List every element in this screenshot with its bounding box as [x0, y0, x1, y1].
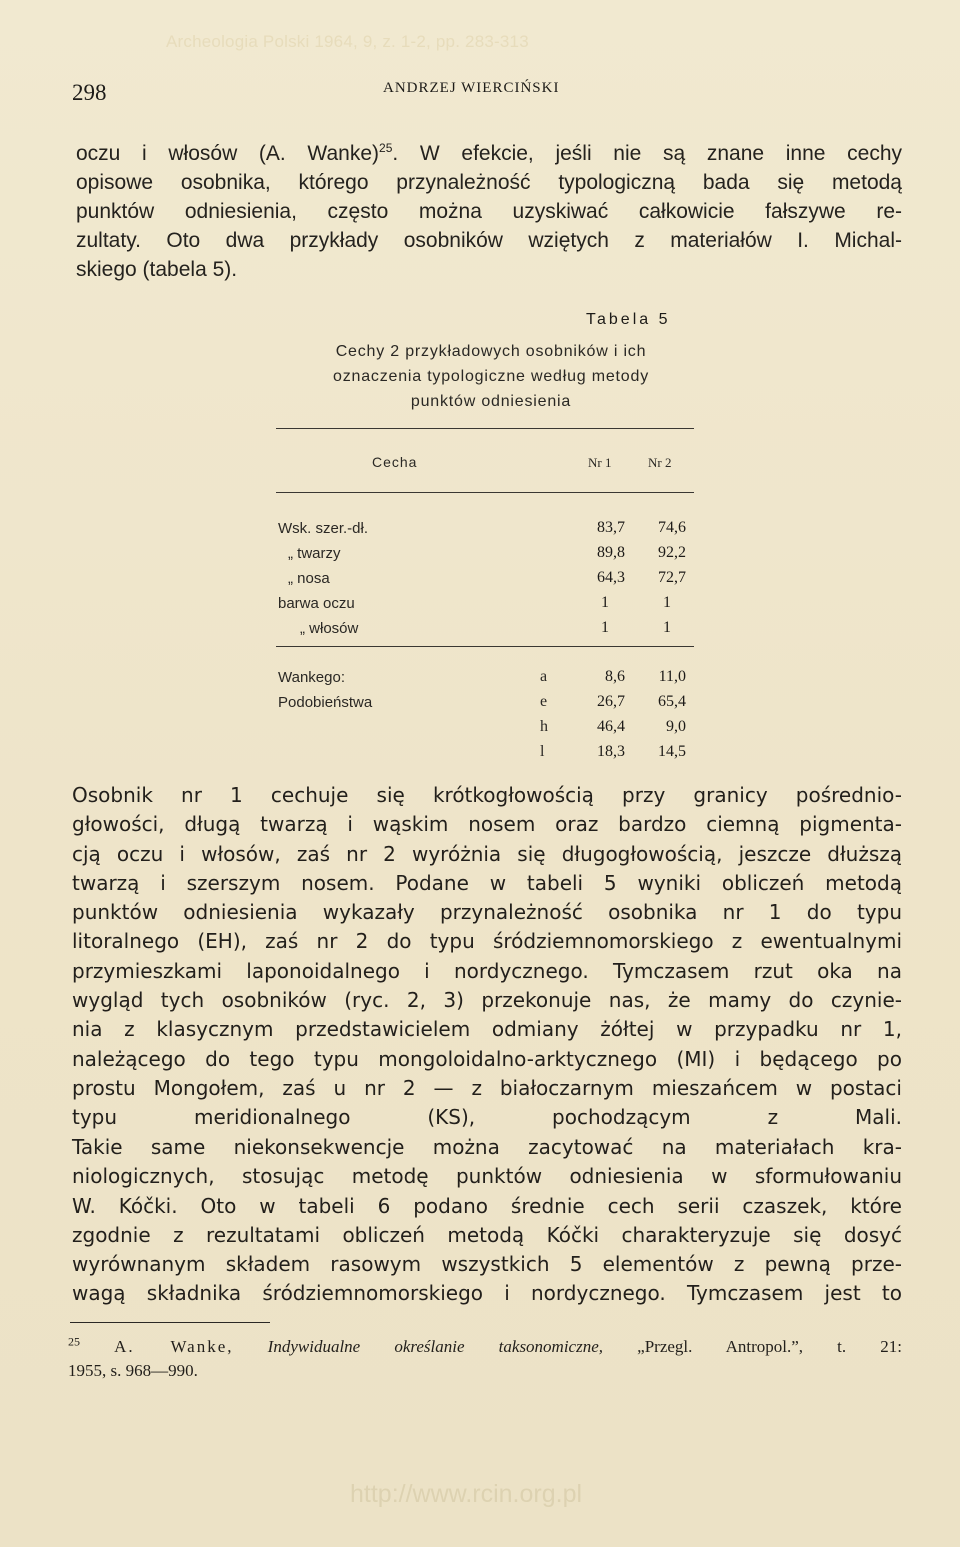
table-cell-nr2: 1 — [663, 619, 671, 636]
table-row-label: „ nosa — [288, 570, 330, 587]
footnote-author: A. Wanke, — [114, 1337, 234, 1356]
table-cell-nr1: 8,6 — [605, 668, 625, 685]
footnote-marker: 25 — [68, 1334, 80, 1349]
text-line: niologicznych, stosując metodę punktów odniesienia w sformułowaniu — [72, 1164, 902, 1189]
paragraph-takie-same — [72, 1133, 902, 1309]
table-row-label: „ twarzy — [288, 545, 341, 562]
table-cell-code: h — [540, 718, 548, 735]
text-line: typu meridionalnego (KS), pochodzącym z Mali. — [72, 1105, 902, 1130]
table-cell-nr1: 64,3 — [597, 569, 625, 586]
text-line: litoralnego (EH), zaś nr 2 do typu śródziemnomorskiego z ewentualnymi — [72, 929, 902, 954]
text-line: przymieszkami laponoidalnego i nordycznego. Tymczasem rzut oka na — [72, 958, 902, 983]
text-line: punktów odniesienia, często można uzyskiwać całkowicie fałszywe re- — [76, 200, 902, 223]
table-cell-nr2: 65,4 — [658, 693, 686, 710]
text-line: należącego do tego typu mongoloidalno-arktycznego (MI) i będącego po — [72, 1046, 902, 1071]
table-caption: Cechy 2 przykładowych osobników i ich oznaczenia typologiczne według metody punktów odniesienia — [333, 343, 649, 410]
column-header-nr1: Nr 1 — [588, 455, 612, 470]
paragraph-osobnik — [72, 781, 902, 1133]
table-cell-nr2: 92,2 — [658, 544, 686, 561]
text-line: twarzą i szerszym nosem. Podane w tabeli 5 wyniki obliczeń metodą — [72, 870, 902, 895]
table-header-rule — [276, 492, 694, 493]
paragraph-intro — [76, 139, 902, 284]
table-cell-nr1: 46,4 — [597, 718, 625, 735]
table-group-label: Wankego: — [278, 669, 345, 686]
text-line: opisowe osobnika, którego przynależność typologiczną bada się metodą — [76, 171, 902, 194]
text-line: Osobnik nr 1 cechuje się krótkogłowością przy granicy pośrednio- — [72, 783, 902, 807]
running-head: ANDRZEJ WIERCIŃSKI — [383, 80, 560, 96]
table-cell-code: a — [540, 668, 548, 685]
page-number: 298 — [72, 80, 107, 105]
citation-watermark[interactable]: Archeologia Polski 1964, 9, z. 1-2, pp. 283-313 — [166, 32, 529, 51]
text-line: Takie same niekonsekwencje można zacytować na materiałach kra- — [72, 1135, 902, 1159]
table-row-label: „ włosów — [300, 620, 359, 637]
column-header-cecha: Cecha — [372, 454, 418, 470]
source-url-watermark[interactable]: http://www.rcin.org.pl — [350, 1480, 583, 1508]
table-cell-nr2: 1 — [663, 594, 671, 611]
table-cell-code: l — [540, 743, 545, 760]
table-cell-nr2: 9,0 — [666, 718, 686, 735]
table-cell-nr2: 14,5 — [658, 743, 686, 760]
table-cell-nr1: 26,7 — [597, 693, 625, 710]
text-line: wyrównanym składem rasowym wszystkich 5 elementów z pewną prze- — [72, 1252, 902, 1277]
footnote — [68, 1335, 902, 1383]
text-line: punktów odniesienia wykazały przynależność osobnika nr 1 do typu — [72, 900, 902, 925]
column-header-nr2: Nr 2 — [648, 455, 672, 470]
text-line: zultaty. Oto dwa przykłady osobników wziętych z materiałów I. Michal- — [76, 229, 902, 252]
table-row-label: Wsk. szer.-dł. — [278, 520, 369, 537]
table-top-rule — [276, 428, 694, 429]
footnote-journal: „Przegl. Antropol.”, t. 21: — [637, 1337, 902, 1356]
text-line: oczu i włosów (A. Wanke)$^{25}$. W efekcie, jeśli nie są znane inne cechy — [76, 141, 902, 165]
text-line: głowości, długą twarzą i wąskim nosem oraz bardzo ciemną pigmenta- — [72, 812, 902, 837]
table-cell-nr2: 74,6 — [658, 519, 686, 536]
text-line: nia z klasycznym przedstawicielem odmiany żółtej w przypadku nr 1, — [72, 1017, 902, 1042]
table-mid-rule — [276, 646, 694, 647]
table-cell-nr1: 83,7 — [597, 519, 625, 536]
table-cell-nr2: 11,0 — [658, 668, 686, 685]
footnote-rule — [70, 1322, 270, 1323]
text-line: prostu Mongołem, zaś u nr 2 — z białoczarnym mieszańcem w postaci — [72, 1075, 902, 1100]
table-cell-nr1: 1 — [601, 594, 609, 611]
text-line: wygląd tych osobników (ryc. 2, 3) przekonuje nas, że mamy do czynie- — [72, 988, 902, 1013]
text-line: cją oczu i włosów, zaś nr 2 wyróżnia się długogłowością, jeszcze dłuższą — [72, 841, 902, 866]
table-cell-nr1: 89,8 — [597, 544, 625, 561]
footnote-pages: 1955, s. 968—990. — [68, 1361, 198, 1380]
table-cell-nr1: 1 — [601, 619, 609, 636]
text-line: zgodnie z rezultatami obliczeń metodą Kóčki charakteryzuje się dosyć — [72, 1222, 902, 1247]
table-cell-nr1: 18,3 — [597, 743, 625, 760]
table-title: Tabela 5 — [586, 311, 671, 328]
text-line: W. Kóčki. Oto w tabeli 6 podano średnie cech serii czaszek, które — [72, 1193, 902, 1218]
table-group-label: Podobieństwa — [278, 694, 373, 711]
table-cell-code: e — [540, 693, 548, 710]
text-line: wagą składnika śródziemnomorskiego i nordycznego. Tymczasem jest to — [72, 1281, 902, 1306]
table-row-label: barwa oczu — [278, 595, 355, 612]
footnote-title: Indywidualne określanie taksonomiczne, — [267, 1337, 604, 1356]
text-line: skiego (tabela 5). — [76, 258, 238, 281]
table-cell-nr2: 72,7 — [658, 569, 686, 586]
